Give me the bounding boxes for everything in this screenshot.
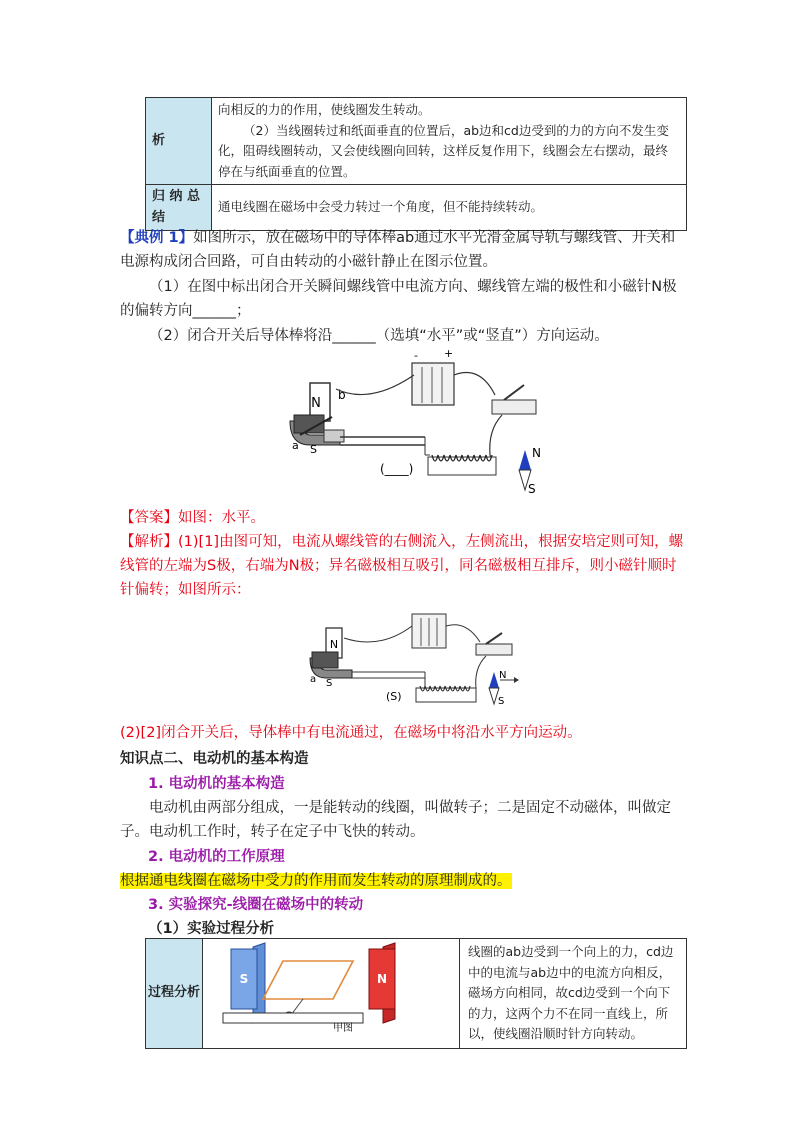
paragraph-2: [120, 869, 512, 893]
label-b: b: [338, 388, 346, 402]
label-S: S: [310, 443, 317, 456]
section-title: 知识点二、电动机的基本构造: [120, 751, 309, 767]
summary-label: 归 纳 总 结: [146, 185, 212, 231]
analysis-text: (1)[1]由图可知，电流从螺线管的右侧流入，左侧流出，根据安培定则可知，螺线管的左端为S极，右端为N极；异名磁极相互吸引，同名磁极相互排斥，则小磁针顺时针偏转；如图所示：: [120, 534, 684, 598]
circuit-figure-1: [280, 345, 550, 500]
process-text: 线圈的ab边受到一个向上的力，cd边中的电流与ab边中的电流方向相反，磁场方向相同，故cd边受到一个向下的力，这两个力不在同一直线上，所以，使线圈沿顺时针方向转动。: [460, 939, 687, 1049]
fig2-label-a: a: [310, 674, 317, 685]
subheading-3-1: （1）实验过程分析: [148, 921, 275, 937]
highlighted-principle: 根据通电线圈在磁场中受力的作用而发生转动的原理制成的。: [120, 873, 512, 889]
subheading-1: 1. 电动机的基本构造: [148, 776, 285, 792]
subheading-3: 3. 实验探究-线圈在磁场中的转动: [148, 897, 364, 913]
subheading-2: 2. 电动机的工作原理: [148, 849, 285, 865]
motor-coil-figure: [203, 939, 459, 1033]
process-label: 过程分析: [146, 939, 203, 1049]
question-2: （2）闭合开关后导体棒将沿______（选填“水平”或“竖直”）方向运动。: [149, 328, 609, 344]
answer-line: 【答案】如图：水平。: [120, 510, 265, 526]
fig2-needle-north-icon: [489, 672, 499, 688]
label-a: a: [292, 439, 299, 452]
analysis-cell: [212, 98, 687, 185]
process-table: [145, 938, 687, 1049]
fig2-needle-S: S: [498, 696, 505, 706]
battery-minus: -: [414, 349, 418, 362]
analysis-part2: (2)[2]闭合开关后，导体棒中有电流通过，在磁场中将沿水平方向运动。: [120, 725, 582, 741]
example-intro: [120, 226, 686, 274]
switch-icon: [492, 400, 536, 414]
fig2-label-S: S: [326, 678, 333, 689]
process-figure-cell: [203, 939, 460, 1049]
analysis-line2: （2）当线圈转过和纸面垂直的位置后，ab边和cd边受到的力的方向不发生变化，阻碍线圈转动，又会使线圈向回转，这样反复作用下，线圈会左右摆动，最终停在与纸面垂直的位置。: [218, 122, 669, 179]
label-N: N: [311, 396, 321, 411]
fig2-switch-icon: [476, 644, 512, 655]
battery-plus: +: [444, 347, 454, 360]
fig2-needle-N: N: [499, 670, 507, 681]
fig2-label-N: N: [329, 638, 339, 651]
magnet-s-label: S: [239, 972, 249, 986]
circuit-figure-2: [300, 606, 530, 706]
fig2-pole-S: (S): [386, 690, 402, 703]
solenoid-icon: [428, 457, 496, 475]
coil-icon: [263, 961, 353, 999]
example-intro-text: 如图所示，放在磁场中的导体棒ab通过水平光滑金属导轨与螺线管、开关和电源构成闭合回路，可自由转动的小磁针静止在图示位置。: [120, 230, 676, 270]
summary-cell: 通电线圈在磁场中会受力转过一个角度，但不能持续转动。: [212, 185, 687, 231]
analysis-paragraph: [120, 530, 686, 602]
needle-N: N: [532, 446, 541, 460]
paragraph-1: 电动机由两部分组成，一是能转动的线圈，叫做转子；二是固定不动磁体，叫做定子。电动机工作时，转子在定子中飞快的转动。: [120, 800, 671, 840]
solenoid-pole-blank: (____): [380, 462, 414, 476]
summary-table: [145, 97, 687, 231]
example-tag: 【典例 1】: [120, 230, 194, 246]
battery-icon: [412, 363, 454, 405]
magnet-n-label: N: [376, 972, 388, 986]
needle-north-icon: [519, 450, 531, 470]
needle-S: S: [528, 482, 536, 496]
figure-caption: 甲图: [333, 1023, 353, 1033]
analysis-line1: 向相反的力的作用，使线圈发生转动。: [218, 102, 431, 117]
question-1: （1）在图中标出闭合开关瞬间螺线管中电流方向、螺线管左端的极性和小磁针N极的偏转方向______；: [120, 279, 677, 319]
analysis-label: 析: [146, 98, 212, 185]
analysis-tag: 【解析】: [120, 534, 178, 550]
